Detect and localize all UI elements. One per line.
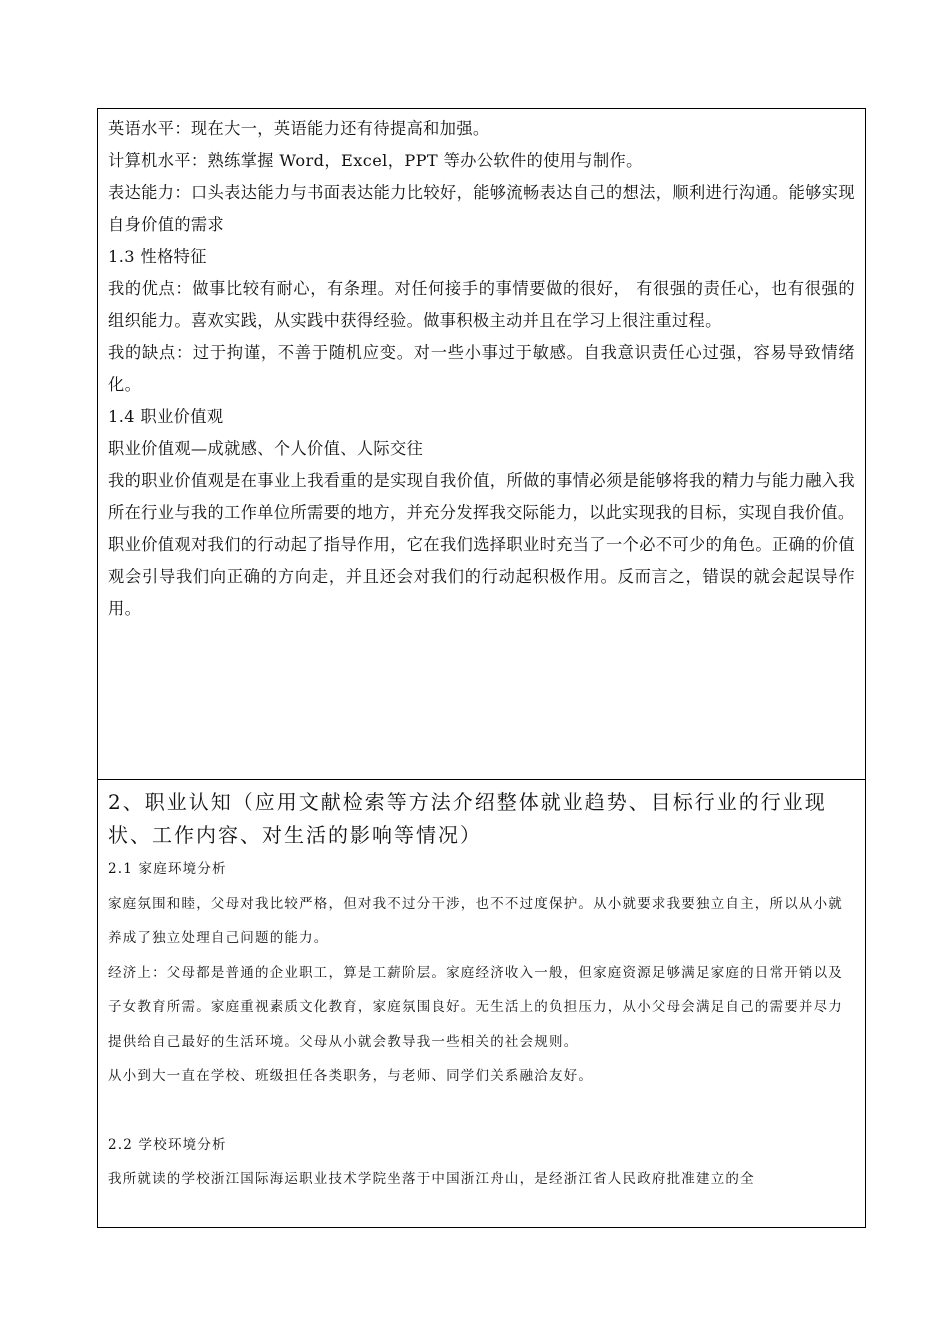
table-cell-career-cognition bbox=[97, 779, 866, 1228]
school-description-text: 我所就读的学校浙江国际海运职业技术学院坐落于中国浙江舟山，是经浙江省人民政府批准建立的全 bbox=[108, 1171, 755, 1187]
cell-content bbox=[108, 786, 855, 1197]
career-values-role-paragraph: 职业价值观对我们的行动起了指导作用，它在我们选择职业时充当了一个必不可少的角色。正确的价值观会引导我们向正确的方向走，并且还会对我们的行动起积极作用。反而言之，错误的就会起误导作用。 bbox=[108, 535, 855, 618]
family-atmosphere-text: 家庭氛围和睦，父母对我比较严格，但对我不过分干涉，也不不过度保护。从小就要求我要独立自主，所以从小就养成了独立处理自己问题的能力。 bbox=[108, 895, 843, 946]
section-heading-career-cognition: 2、职业认知（应用文献检索等方法介绍整体就业趋势、目标行业的行业现状、工作内容、对生活的影响等情况） bbox=[108, 790, 827, 847]
career-values-paragraph: 我的职业价值观是在事业上我看重的是实现自我价值，所做的事情必须是能够将我的精力与能力融入我所在行业与我的工作单位所需要的地方，并充分发挥我交际能力，以此实现我的目标，实现自我价值。 bbox=[108, 471, 855, 522]
subheading-school-environment: 2.2 学校环境分析 bbox=[108, 1136, 227, 1153]
table-cell-personal-assessment bbox=[97, 108, 866, 780]
subheading-family-environment: 2.1 家庭环境分析 bbox=[108, 861, 227, 877]
cell-content bbox=[108, 113, 855, 625]
career-values-summary: 职业价值观—成就感、个人价值、人际交往 bbox=[108, 439, 424, 458]
family-economy-text: 经济上：父母都是普通的企业职工，算是工薪阶层。家庭经济收入一般，但家庭资源足够满足家庭的日常开销以及子女教育所需。家庭重视素质文化教育，家庭氛围良好。无生活上的负担压力，从小父母会满足自己的需要并尽力提供给自己最好的生活环境。父母从小就会教导我一些相关的社会规则。 bbox=[108, 964, 843, 1050]
section-heading-career-values: 1.4 职业价值观 bbox=[108, 407, 224, 426]
spacer bbox=[108, 1094, 855, 1128]
weaknesses-text: 我的缺点：过于拘谨，不善于随机应变。对一些小事过于敏感。自我意识责任心过强，容易导致情绪化。 bbox=[108, 343, 855, 394]
strengths-text: 我的优点：做事比较有耐心，有条理。对任何接手的事情要做的很好， 有很强的责任心，也有很强的组织能力。喜欢实践，从实践中获得经验。做事积极主动并且在学习上很注重过程。 bbox=[108, 279, 855, 330]
computer-level-text: 计算机水平：熟练掌握 Word，Excel，PPT 等办公软件的使用与制作。 bbox=[108, 151, 643, 170]
expression-ability-text: 表达能力：口头表达能力与书面表达能力比较好，能够流畅表达自己的想法，顺利进行沟通。能够实现自身价值的需求 bbox=[108, 183, 855, 234]
english-level-text: 英语水平：现在大一，英语能力还有待提高和加强。 bbox=[108, 119, 490, 138]
section-heading-personality: 1.3 性格特征 bbox=[108, 247, 207, 266]
school-roles-text: 从小到大一直在学校、班级担任各类职务，与老师、同学们关系融洽友好。 bbox=[108, 1068, 594, 1084]
